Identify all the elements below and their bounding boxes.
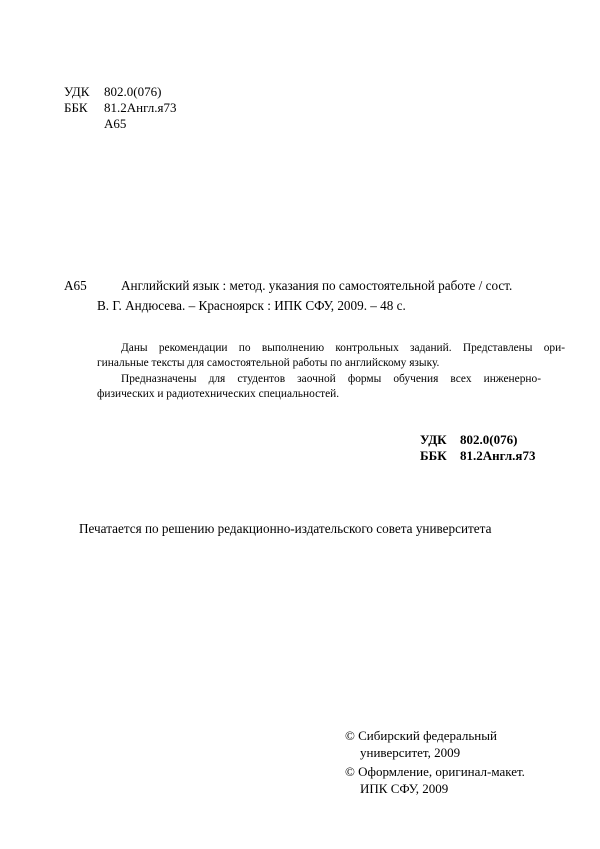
bbk-row — [64, 100, 176, 116]
copyright-2-line1: © Оформление, оригинал-макет. — [345, 764, 525, 779]
udk-value: 802.0(076) — [104, 84, 162, 99]
udk-value-bold: 802.0(076) — [460, 432, 518, 447]
udk-row-bold — [420, 431, 517, 448]
copyright-2-line2: ИПК СФУ, 2009 — [360, 781, 449, 796]
udk-label: УДК — [64, 84, 90, 99]
annotation-p1-line2: гинальные тексты для самостоятельной работы по английскому языку. — [97, 357, 440, 369]
card-line-2: В. Г. Андюсева. – Красноярск : ИПК СФУ, 2009. – 48 с. — [97, 298, 406, 313]
copyright-1-line2: университет, 2009 — [360, 745, 461, 760]
udk-row — [64, 84, 161, 100]
bbk-label: ББК — [64, 100, 88, 115]
copyright-1-line1: © Сибирский федеральный — [345, 728, 497, 743]
author-mark-card: А65 — [64, 278, 87, 293]
bbk-value-bold: 81.2Англ.я73 — [460, 448, 536, 463]
bbk-label-bold: ББК — [420, 448, 447, 463]
annotation-p2-line2: физических и радиотехнических специальностей. — [97, 388, 340, 400]
annotation-p1-line1: Даны рекомендации по выполнению контрольных заданий. Представлены ори- — [121, 342, 565, 354]
bbk-row-bold — [420, 447, 535, 464]
annotation-p2-line1: Предназначены для студентов заочной формы обучения всех инженерно- — [121, 373, 541, 385]
bbk-value: 81.2Англ.я73 — [104, 100, 177, 115]
udk-label-bold: УДК — [420, 432, 447, 447]
print-note: Печатается по решению редакционно-издательского совета университета — [79, 521, 492, 536]
card-line-1: Английский язык : метод. указания по самостоятельной работе / сост. — [121, 278, 513, 293]
author-mark-top: А65 — [104, 116, 127, 131]
